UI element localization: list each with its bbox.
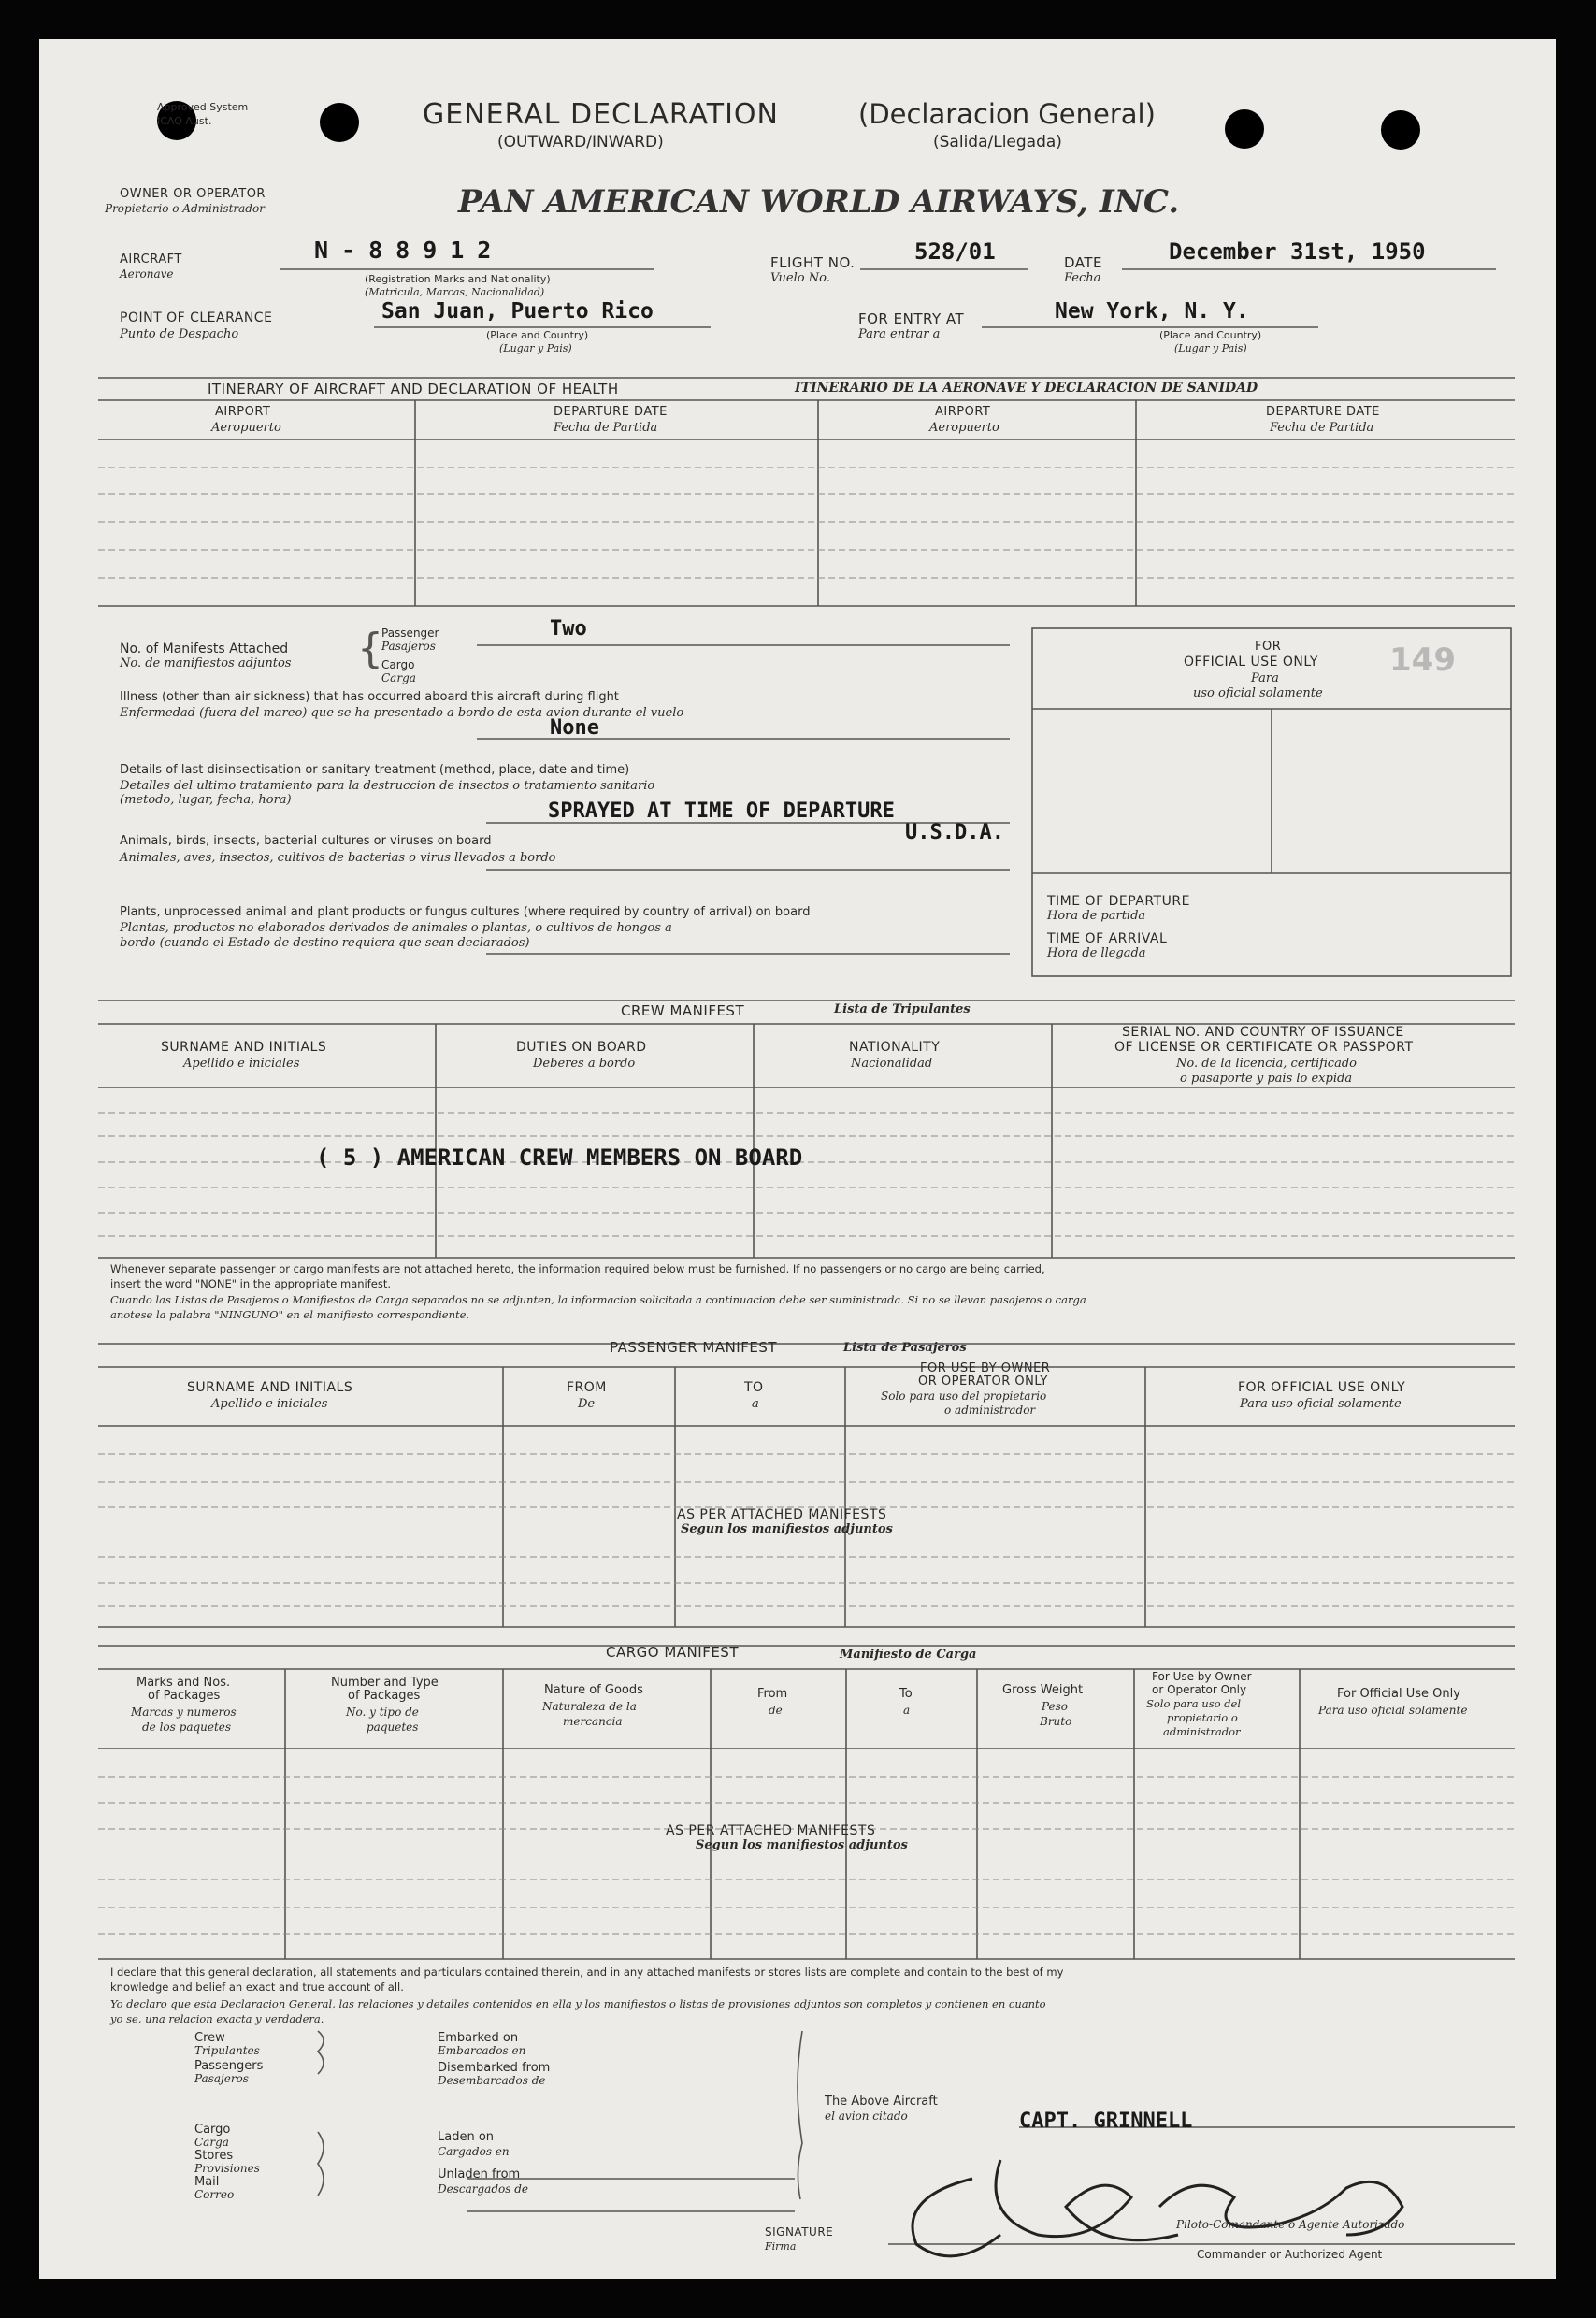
disembarked-label: Disembarked from (438, 2061, 551, 2075)
cargo-label: Cargo (381, 658, 415, 671)
plants-label-spanish: Plantas, productos no elaborados derivados de animales o plantas, o cultivos de hongos a (120, 921, 672, 935)
cargo-col-from: From (757, 1687, 788, 1701)
notice-text-spanish-2: anotese la palabra "NINGUNO" en el manifiesto correspondiente. (110, 1308, 470, 1321)
crew-label-spanish: Tripulantes (194, 2044, 260, 2057)
passenger-col-to: TO (744, 1380, 764, 1395)
passenger-col-from: FROM (567, 1380, 607, 1395)
cargo-col-nature-spanish-2: mercancia (563, 1715, 623, 1728)
cargo-col-marks: Marks and Nos. (137, 1676, 231, 1690)
form-title: GENERAL DECLARATION (423, 98, 779, 131)
form-title-spanish: (Declaracion General) (858, 98, 1156, 130)
illness-value: None (550, 716, 599, 740)
passenger-label: Passenger (381, 626, 439, 640)
cargo-attached-note-spanish: Segun los manifiestos adjuntos (696, 1838, 908, 1852)
passenger-col-from-spanish: De (578, 1397, 596, 1411)
aircraft-decl-label: The Above Aircraft (825, 2095, 938, 2109)
arrival-time-label-spanish: Hora de llegada (1047, 946, 1146, 960)
form-subtitle-spanish: (Salida/Llegada) (933, 133, 1062, 151)
departure-time-label-spanish: Hora de partida (1047, 909, 1146, 923)
official-for-label: FOR (1255, 640, 1282, 654)
crew-entry: ( 5 ) AMERICAN CREW MEMBERS ON BOARD (316, 1145, 803, 1171)
cargo-col-from-spanish: de (769, 1704, 783, 1717)
crew-col-serial-spanish: No. de la licencia, certificado (1176, 1057, 1357, 1071)
date-label: DATE (1064, 254, 1103, 271)
illness-label: Illness (other than air sickness) that has occurred aboard this aircraft during flight (120, 690, 619, 704)
disinsect-value: SPRAYED AT TIME OF DEPARTURE (548, 799, 895, 823)
flight-label-spanish: Vuelo No. (770, 271, 830, 285)
manifests-value: Two (550, 617, 587, 641)
passenger-col-owner-spanish-2: o administrador (944, 1404, 1036, 1417)
cargo-attached-note: AS PER ATTACHED MANIFESTS (666, 1823, 876, 1838)
cargo-col-number-2: of Packages (348, 1689, 421, 1703)
crew-label: Crew (194, 2031, 225, 2045)
itinerary-col-departure-2-spanish: Fecha de Partida (1270, 421, 1374, 435)
cargo-label-spanish: Carga (381, 671, 416, 684)
passengers-label: Passengers (194, 2059, 264, 2073)
crew-col-duties: DUTIES ON BOARD (516, 1040, 647, 1055)
entry-label-spanish: Para entrar a (858, 327, 941, 341)
cargo-col-marks-spanish-2: de los paquetes (142, 1721, 232, 1734)
crew-col-nationality-spanish: Nacionalidad (851, 1057, 933, 1071)
itinerary-title: ITINERARY OF AIRCRAFT AND DECLARATION OF HEALTH (208, 381, 619, 397)
cargo-col-weight-spanish: Peso (1042, 1700, 1069, 1713)
passenger-col-owner: FOR USE BY OWNER (920, 1361, 1051, 1375)
mail-label-spanish: Correo (194, 2188, 235, 2201)
cargo-col-number-spanish: No. y tipo de (346, 1706, 419, 1719)
entry-label: FOR ENTRY AT (858, 310, 965, 327)
passengers-label-spanish: Pasajeros (194, 2072, 249, 2085)
cargo-col-owner-2: or Operator Only (1152, 1683, 1247, 1696)
cargo-col-marks-2: of Packages (148, 1689, 221, 1703)
notice-text: Whenever separate passenger or cargo manifests are not attached hereto, the information required below must be furnished. If no passengers or no cargo are being carried, (110, 1262, 1045, 1275)
cargo-col-marks-spanish: Marcas y numeros (131, 1706, 237, 1719)
cargo-col-nature: Nature of Goods (544, 1683, 643, 1697)
stores-label-spanish: Provisiones (194, 2162, 260, 2175)
plants-label-spanish-2: bordo (cuando el Estado de destino requiera que sean declarados) (120, 936, 530, 950)
clearance-hint-spanish: (Lugar y Pais) (499, 342, 572, 354)
cargo-col-owner-spanish-3: administrador (1163, 1725, 1241, 1738)
unladen-label-spanish: Descargados de (438, 2182, 528, 2196)
aircraft-label-spanish: Aeronave (120, 267, 174, 281)
itinerary-col-departure-spanish: Fecha de Partida (554, 421, 658, 435)
cargo-col-number: Number and Type (331, 1676, 439, 1690)
laden-label-spanish: Cargados en (438, 2145, 510, 2158)
aircraft-hint: (Registration Marks and Nationality) (365, 273, 551, 285)
crew-col-serial: SERIAL NO. AND COUNTRY OF ISSUANCE (1122, 1025, 1404, 1040)
embarked-label-spanish: Embarcados en (438, 2044, 526, 2057)
itinerary-col-airport-spanish: Aeropuerto (211, 421, 281, 435)
declaration-text-spanish-2: yo se, una relacion exacta y verdadera. (110, 2012, 324, 2025)
operator-label-spanish: Propietario o Administrador (105, 202, 265, 215)
entry-hint: (Place and Country) (1159, 329, 1262, 341)
cargo-col-nature-spanish: Naturaleza de la (542, 1700, 637, 1713)
crew-col-nationality: NATIONALITY (849, 1040, 941, 1055)
animals-label: Animals, birds, insects, bacterial cultures or viruses on board (120, 834, 492, 848)
official-use-label-spanish-2: uso oficial solamente (1193, 686, 1323, 700)
disinsect-label-spanish-2: (metodo, lugar, fecha, hora) (120, 793, 292, 807)
passenger-col-official: FOR OFFICIAL USE ONLY (1238, 1380, 1406, 1395)
declaration-text-spanish: Yo declaro que esta Declaracion General, las relaciones y detalles contenidos en ella y los manifiestos o listas de provisiones adjuntos son completos y contienen en cuanto (110, 1997, 1046, 2010)
cargo-decl-label-spanish: Carga (194, 2136, 229, 2149)
animals-value: U.S.D.A. (905, 821, 1004, 844)
entry-hint-spanish: (Lugar y Pais) (1174, 342, 1247, 354)
passenger-manifest-title: PASSENGER MANIFEST (610, 1339, 778, 1356)
itinerary-col-airport-2-spanish: Aeropuerto (929, 421, 999, 435)
cargo-col-official: For Official Use Only (1337, 1687, 1460, 1701)
passenger-col-owner-spanish: Solo para uso del propietario (881, 1389, 1047, 1403)
passenger-attached-note: AS PER ATTACHED MANIFESTS (677, 1507, 887, 1522)
cargo-decl-label: Cargo (194, 2123, 231, 2137)
brace: { (357, 625, 383, 672)
animals-label-spanish: Animales, aves, insectos, cultivos de bacterias o virus llevados a bordo (120, 851, 556, 865)
cargo-col-weight-spanish-2: Bruto (1040, 1715, 1072, 1728)
cargo-col-weight: Gross Weight (1002, 1683, 1084, 1697)
entry-value: New York, N. Y. (1055, 299, 1249, 324)
cargo-col-number-spanish-2: paquetes (367, 1721, 419, 1734)
passenger-attached-note-spanish: Segun los manifiestos adjuntos (681, 1522, 893, 1536)
signature-label-spanish: Firma (765, 2240, 797, 2253)
declaration-text: I declare that this general declaration, all statements and particulars contained therein, and in any attached manifests or stores lists are complete and contain to the best of my (110, 1965, 1064, 1979)
declaration-text-2: knowledge and belief an exact and true account of all. (110, 1980, 404, 1994)
operator-label: OWNER OR OPERATOR (120, 187, 266, 201)
crew-col-serial-2: OF LICENSE OR CERTIFICATE OR PASSPORT (1114, 1040, 1414, 1055)
departure-time-label: TIME OF DEPARTURE (1047, 894, 1190, 909)
agency-line: ICAO Aust. (157, 115, 212, 127)
official-use-label-spanish: Para (1251, 671, 1279, 685)
mail-label: Mail (194, 2175, 220, 2189)
clearance-hint: (Place and Country) (486, 329, 589, 341)
disinsect-label-spanish: Detalles del ultimo tratamiento para la destruccion de insectos o tratamiento sanitario (120, 779, 655, 793)
cargo-col-to: To (899, 1687, 913, 1701)
passenger-col-owner-2: OR OPERATOR ONLY (918, 1375, 1048, 1389)
notice-text-spanish: Cuando las Listas de Pasajeros o Manifiestos de Carga separados no se adjunten, la informacion solicitada a continuacion debe ser suministrada. Si no se llevan pasajeros o carga (110, 1293, 1086, 1306)
official-use-label: OFFICIAL USE ONLY (1184, 655, 1318, 669)
passenger-label-spanish: Pasajeros (381, 640, 436, 653)
stores-label: Stores (194, 2149, 234, 2163)
passenger-col-surname: SURNAME AND INITIALS (187, 1380, 353, 1395)
clearance-value: San Juan, Puerto Rico (381, 299, 654, 324)
plants-label: Plants, unprocessed animal and plant products or fungus cultures (where required by country of arrival) on board (120, 905, 811, 919)
captain-name: CAPT. GRINNELL (1019, 2109, 1193, 2133)
aircraft-decl-label-spanish: el avion citado (825, 2109, 908, 2123)
embarked-label: Embarked on (438, 2031, 519, 2045)
itinerary-col-airport: AIRPORT (215, 405, 271, 419)
official-stamp-number: 149 (1389, 641, 1456, 679)
agency-line: Approved System (157, 101, 249, 113)
itinerary-col-departure-2: DEPARTURE DATE (1266, 405, 1380, 419)
passenger-col-official-spanish: Para uso oficial solamente (1240, 1397, 1402, 1411)
disembarked-label-spanish: Desembarcados de (438, 2074, 546, 2087)
aircraft-registration: N-88912 (314, 237, 505, 264)
flight-number: 528/01 (914, 238, 996, 265)
cargo-col-owner: For Use by Owner (1152, 1670, 1252, 1683)
clearance-label-spanish: Punto de Despacho (120, 327, 239, 341)
cargo-manifest-title-spanish: Manifiesto de Carga (840, 1648, 977, 1662)
passenger-col-to-spanish: a (752, 1397, 759, 1411)
manifests-label-spanish: No. de manifiestos adjuntos (120, 656, 292, 670)
crew-manifest-title: CREW MANIFEST (621, 1002, 745, 1019)
notice-text-2: insert the word "NONE" in the appropriate manifest. (110, 1277, 391, 1290)
disinsect-label: Details of last disinsectisation or sanitary treatment (method, place, date and time) (120, 763, 630, 777)
aircraft-hint-spanish: (Matricula, Marcas, Nacionalidad) (365, 286, 545, 298)
illness-label-spanish: Enfermedad (fuera del mareo) que se ha presentado a bordo de esta avion durante el vuelo (120, 706, 684, 720)
unladen-label: Unladen from (438, 2167, 521, 2181)
cargo-col-owner-spanish: Solo para uso del (1146, 1697, 1242, 1710)
crew-col-surname-spanish: Apellido e iniciales (183, 1057, 300, 1071)
clearance-label: POINT OF CLEARANCE (120, 310, 273, 325)
agent-label: Commander or Authorized Agent (1197, 2248, 1383, 2261)
form-subtitle: (OUTWARD/INWARD) (497, 133, 664, 151)
cargo-manifest-title: CARGO MANIFEST (606, 1644, 739, 1661)
passenger-manifest-title-spanish: Lista de Pasajeros (843, 1341, 967, 1355)
cargo-col-owner-spanish-2: propietario o (1167, 1711, 1238, 1724)
flight-label: FLIGHT NO. (770, 254, 856, 271)
operator-value: PAN AMERICAN WORLD AIRWAYS, INC. (458, 183, 1180, 221)
agent-label-spanish: Piloto-Comandante o Agente Autorizado (1176, 2218, 1405, 2231)
manifests-label: No. of Manifests Attached (120, 641, 289, 656)
itinerary-col-airport-2: AIRPORT (935, 405, 991, 419)
passenger-col-surname-spanish: Apellido e iniciales (211, 1397, 328, 1411)
itinerary-title-spanish: ITINERARIO DE LA AERONAVE Y DECLARACION DE SANIDAD (795, 381, 1258, 396)
cargo-col-official-spanish: Para uso oficial solamente (1318, 1704, 1468, 1717)
crew-manifest-title-spanish: Lista de Tripulantes (834, 1002, 971, 1016)
signature-label: SIGNATURE (765, 2225, 834, 2239)
crew-col-duties-spanish: Deberes a bordo (533, 1057, 636, 1071)
cargo-col-to-spanish: a (903, 1704, 911, 1717)
laden-label: Laden on (438, 2130, 495, 2144)
flight-date: December 31st, 1950 (1169, 238, 1426, 265)
date-label-spanish: Fecha (1064, 271, 1101, 285)
crew-col-serial-spanish-2: o pasaporte y pais lo expida (1180, 1072, 1353, 1086)
arrival-time-label: TIME OF ARRIVAL (1047, 931, 1168, 946)
crew-col-surname: SURNAME AND INITIALS (161, 1040, 327, 1055)
itinerary-col-departure: DEPARTURE DATE (554, 405, 668, 419)
aircraft-label: AIRCRAFT (120, 252, 182, 266)
